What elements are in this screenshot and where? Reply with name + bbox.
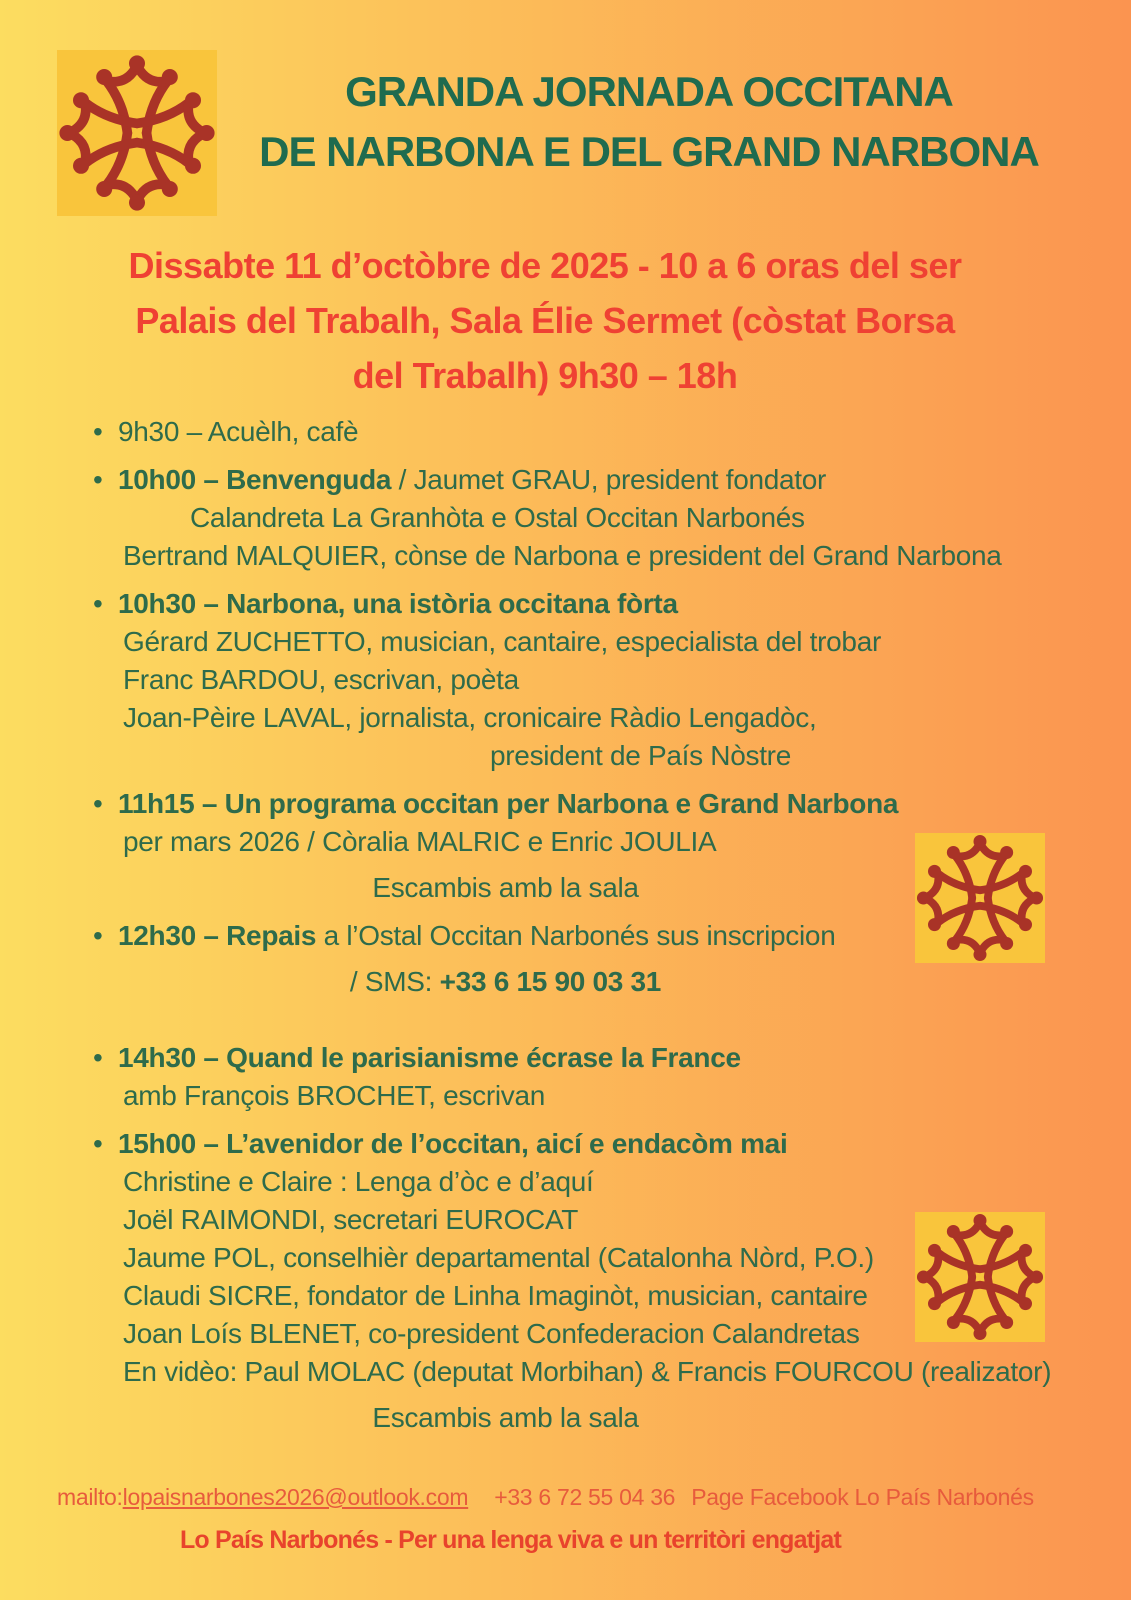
occitan-cross-icon xyxy=(915,833,1045,963)
subtitle-line-1: Dissabte 11 d’octòbre de 2025 - 10 a 6 oras del ser xyxy=(128,245,962,286)
schedule-line xyxy=(0,1399,1131,1437)
schedule-line xyxy=(0,499,1131,537)
bullet-marker: • xyxy=(93,1042,103,1073)
schedule-text: 11h15 – Un programa occitan per Narbona e Grand Narbona xyxy=(118,788,899,819)
schedule-line xyxy=(0,413,1131,451)
subtitle-line-3: del Trabalh) 9h30 – 18h xyxy=(352,355,738,396)
phone-number: +33 6 72 55 04 36 xyxy=(494,1484,676,1510)
schedule-text: En vidèo: Paul MOLAC (deputat Morbihan) & Francis FOURCOU (realizator) xyxy=(123,1356,1052,1387)
occitan-cross-badge-lower xyxy=(915,1212,1045,1342)
schedule-text: Claudi SICRE, fondator de Linha Imaginòt, musician, cantaire xyxy=(123,1280,868,1311)
schedule-line xyxy=(0,1163,1131,1201)
schedule-text: +33 6 15 90 03 31 xyxy=(439,966,662,997)
schedule-line xyxy=(0,785,1131,823)
schedule-line xyxy=(0,461,1131,499)
schedule-line xyxy=(0,1353,1131,1391)
schedule-text: Bertrand MALQUIER, cònse de Narbona e president del Grand Narbona xyxy=(123,540,1002,571)
schedule-text: Escambis amb la sala xyxy=(372,1402,639,1433)
bullet-marker: • xyxy=(93,788,103,819)
subtitle-line-2: Palais del Trabalh, Sala Élie Sermet (còstat Borsa xyxy=(135,300,955,341)
schedule-text: Joan Loís BLENET, co-president Confederacion Calandretas xyxy=(123,1318,860,1349)
schedule-text: Joan-Pèire LAVAL, jornalista, cronicaire Ràdio Lengadòc, xyxy=(123,702,817,733)
facebook-page-label: Page Facebook Lo País Narbonés xyxy=(691,1484,1034,1510)
schedule-text: a l’Ostal Occitan Narbonés sus inscripcion xyxy=(316,920,836,951)
schedule-line xyxy=(0,963,1131,1001)
occitan-cross-badge-middle xyxy=(915,833,1045,963)
schedule-line xyxy=(0,737,1131,775)
poster-header xyxy=(0,0,1131,216)
slogan: Lo País Narbonés - Per una lenga viva e un territòri engatjat xyxy=(179,1526,842,1554)
schedule-text: Joël RAIMONDI, secretari EUROCAT xyxy=(123,1204,579,1235)
bullet-marker: • xyxy=(93,1128,103,1159)
schedule-text: president de País Nòstre xyxy=(490,740,791,771)
schedule-text: Calandreta La Granhòta e Ostal Occitan Narbonés xyxy=(190,502,805,533)
schedule-text: amb François BROCHET, escrivan xyxy=(123,1080,546,1111)
bullet-marker: • xyxy=(93,920,103,951)
schedule-line xyxy=(0,1125,1131,1163)
contact-line xyxy=(0,1480,1131,1514)
mailto-prefix: mailto: xyxy=(57,1484,123,1510)
schedule-text: / Jaumet GRAU, president fondator xyxy=(391,464,827,495)
occitan-cross-icon xyxy=(915,1212,1045,1342)
schedule-text: Franc BARDOU, escrivan, poèta xyxy=(123,664,519,695)
schedule-line xyxy=(0,1039,1131,1077)
schedule-text: 10h30 – Narbona, una istòria occitana fòrta xyxy=(118,588,678,619)
schedule-text: 15h00 – L’avenidor de l’occitan, aicí e endacòm mai xyxy=(118,1128,788,1159)
schedule-line xyxy=(0,699,1131,737)
occitan-cross-icon xyxy=(57,50,217,216)
email-link[interactable]: lopaisnarbones2026@outlook.com xyxy=(122,1484,469,1510)
bullet-marker: • xyxy=(93,416,103,447)
schedule-text: 14h30 – Quand le parisianisme écrase la France xyxy=(118,1042,741,1073)
schedule-text: / SMS: xyxy=(349,966,440,997)
title-line-2: DE NARBONA E DEL GRAND NARBONA xyxy=(259,128,1039,175)
schedule-text: Escambis amb la sala xyxy=(372,872,639,903)
schedule-line xyxy=(0,537,1131,575)
occitan-cross-logo xyxy=(57,50,217,216)
schedule-text: 12h30 – Repais xyxy=(118,920,317,951)
schedule-text: Gérard ZUCHETTO, musician, cantaire, especialista del trobar xyxy=(123,626,881,657)
schedule-text: 9h30 – Acuèlh, cafè xyxy=(118,416,359,447)
poster-title xyxy=(217,62,1131,182)
schedule-line xyxy=(0,1077,1131,1115)
poster-footer xyxy=(0,1480,1131,1557)
schedule-text: 10h00 – Benvenguda xyxy=(118,464,392,495)
schedule-line xyxy=(0,623,1131,661)
schedule-text: Jaume POL, conselhièr departamental (Catalonha Nòrd, P.O.) xyxy=(123,1242,874,1273)
schedule-line xyxy=(0,661,1131,699)
title-line-1: GRANDA JORNADA OCCITANA xyxy=(345,68,953,115)
bullet-marker: • xyxy=(93,464,103,495)
event-date-location xyxy=(0,238,1131,403)
schedule-line xyxy=(0,585,1131,623)
schedule-text: Christine e Claire : Lenga d’òc e d’aquí xyxy=(123,1166,594,1197)
bullet-marker: • xyxy=(93,588,103,619)
schedule-text: per mars 2026 / Còralia MALRIC e Enric JOULIA xyxy=(123,826,717,857)
